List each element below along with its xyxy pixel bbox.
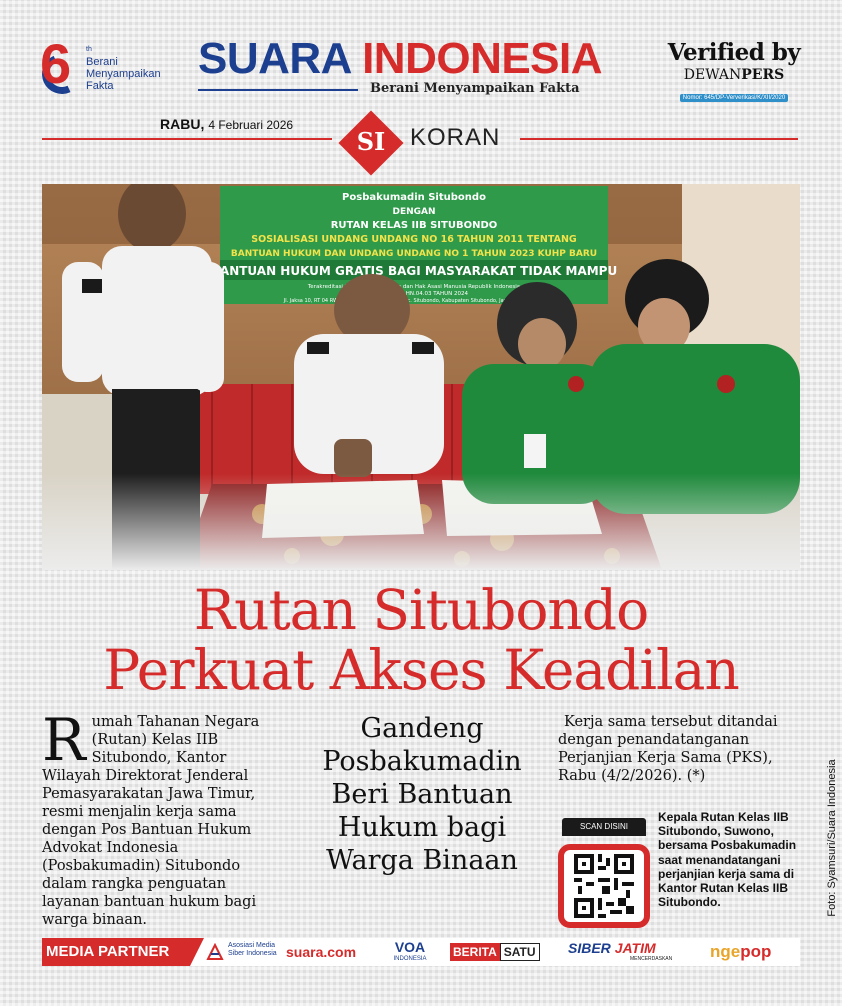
subheadline-line-2: Posbakumadin (322, 746, 522, 777)
headline (42, 580, 800, 700)
partner-voa-text: VOA (394, 939, 426, 955)
subheadline-line-4: Hukum bagi (337, 812, 507, 843)
partner-berita-text: BERITA (450, 943, 500, 961)
media-partner-label: MEDIA PARTNER (42, 938, 190, 966)
verified-org (664, 66, 804, 84)
partner-suara-logo[interactable]: suara.com (286, 944, 357, 960)
photo-credit-wrap (820, 750, 840, 930)
article-body-2: Kerja sama tersebut ditandai dengan penandatanganan Perjanjian Kerja Sama (PKS), Rabu (4/2/2026). (*) (558, 714, 778, 784)
brand-name (198, 35, 646, 83)
anniversary-suffix: th (86, 46, 92, 53)
verified-number: Nomor: 645/DP-Ververikasi/K/XII/2020 (680, 94, 788, 102)
partner-beritasatu-logo[interactable] (450, 943, 548, 961)
edition-badge-text: SI (356, 127, 386, 156)
partner-ngepop-logo[interactable] (710, 940, 771, 968)
partner-satu-text: SATU (500, 943, 540, 961)
partner-voa-subtext: INDONESIA (393, 956, 427, 962)
partner-jatim-text: JATIM (614, 940, 656, 956)
subheadline-line-1: Gandeng (360, 713, 484, 744)
qr-code-icon (574, 854, 634, 918)
brand-tagline: Berani Menyampaikan Fakta (370, 81, 580, 96)
verified-badge (664, 40, 804, 102)
partner-siberjatim-logo[interactable] (568, 938, 692, 966)
dateline (160, 116, 293, 134)
drop-cap: R (42, 706, 86, 774)
partner-amsi-text: Asosiasi Media Siber Indonesia (228, 942, 277, 957)
media-partner-bar (42, 938, 800, 966)
partner-pop-text: pop (740, 942, 772, 961)
partner-voa-logo[interactable] (390, 938, 440, 966)
date-full: 4 Februari 2026 (208, 118, 294, 132)
partner-amsi-logo[interactable] (206, 938, 292, 966)
amsi-icon (206, 943, 224, 961)
brand-logo[interactable] (198, 35, 646, 100)
brand-rule (198, 89, 358, 91)
headline-line-1: Rutan Situbondo (193, 578, 649, 642)
verified-org-part1: DEWAN (683, 67, 742, 83)
subheadline-line-3: Beri Bantuan (331, 779, 513, 810)
subheadline (296, 712, 548, 877)
photo-caption: Kepala Rutan Kelas IIB Situbondo, Suwono, bersama Posbakumadin saat menandatangani perjanjian kerja sama di Kantor Rutan Kelas IIB Situbondo. (658, 810, 797, 910)
partner-siberjatim-subtext: MENCERDASKAN (630, 956, 673, 962)
brand-name-part2: INDONESIA (362, 34, 603, 83)
anniversary-logo (40, 32, 190, 100)
subheadline-line-5: Warga Binaan (326, 845, 518, 876)
qr-code-block[interactable] (558, 818, 650, 930)
verified-title: Verified by (667, 39, 801, 66)
masthead-rule-right (520, 138, 798, 140)
date-day: RABU, (160, 116, 205, 132)
anniversary-text: Berani Menyampaikan Fakta (86, 56, 161, 92)
masthead-rule-left (42, 138, 332, 140)
qr-frame (558, 844, 650, 928)
edition-label: KORAN (410, 124, 501, 151)
edition-badge (340, 112, 402, 174)
partner-nge-text: nge (710, 942, 741, 961)
partner-siberjatim-text (568, 940, 656, 956)
photo-credit: Foto: Syamsuri/Suara Indonesia (826, 759, 838, 917)
partner-siber-text: SIBER (568, 940, 611, 956)
brand-name-part1: SUARA (198, 34, 351, 83)
photo-illustration (42, 184, 800, 570)
anniversary-number: 6 (40, 32, 72, 95)
article-body-1: umah Tahanan Negara (Rutan) Kelas IIB Situbondo, Kantor Wilayah Direktorat Jenderal Pemasyarakatan Jawa Timur, resmi menjalin kerja sama dengan Pos Bantuan Hukum Advokat Indonesia (Posbakumadin) Situbondo dalam rangka penguatan layanan bantuan hukum bagi warga binaan. (42, 714, 260, 928)
verified-org-part2: PERS (741, 67, 785, 83)
headline-line-2: Perkuat Akses Keadilan (103, 638, 739, 702)
article-column-1 (42, 706, 274, 929)
main-photo (42, 184, 800, 570)
qr-label: SCAN DISINI (562, 818, 646, 836)
